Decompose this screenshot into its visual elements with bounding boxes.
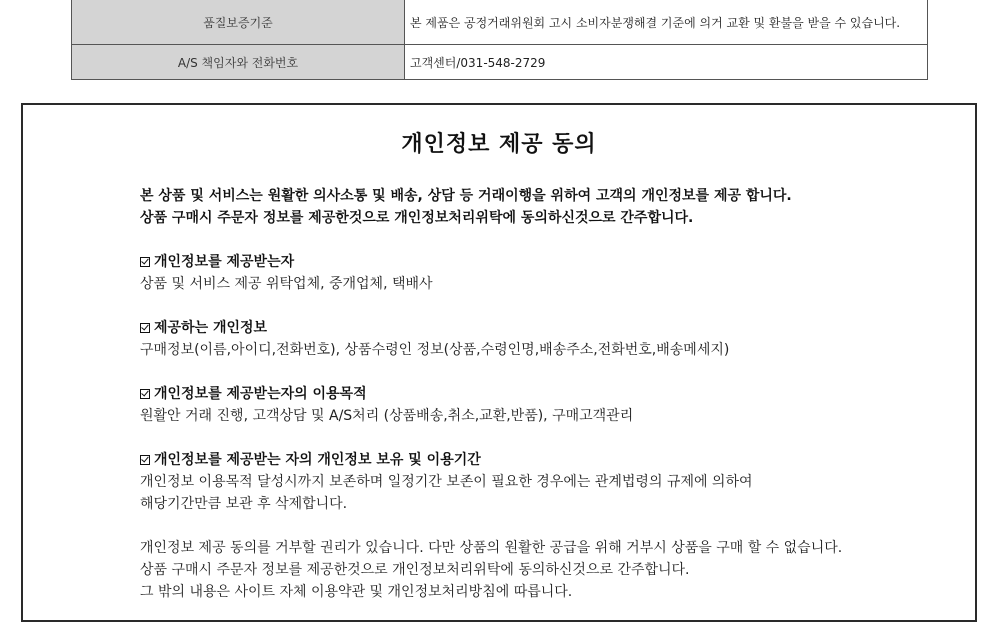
section-heading: [140, 251, 960, 273]
section-body-line: 상품 및 서비스 제공 위탁업체, 중개업체, 택배사: [140, 276, 433, 292]
footer-line: 그 밖의 내용은 사이트 자체 이용약관 및 개인정보처리방침에 따릅니다.: [140, 584, 573, 600]
section-body-line: 개인정보 이용목적 달성시까지 보존하며 일정기간 보존이 필요한 경우에는 관계법령의 규제에 의하여: [140, 474, 753, 490]
product-info-table: [71, 0, 928, 80]
section-heading-text: 개인정보를 제공받는자: [154, 254, 295, 270]
consent-title: 개인정보 제공 동의: [401, 132, 597, 157]
section-heading-text: 제공하는 개인정보: [154, 320, 268, 336]
intro-line: 본 상품 및 서비스는 원활한 의사소통 및 배송, 상담 등 거래이행을 위하여 고객의 개인정보를 제공 합니다.: [140, 188, 792, 204]
consent-footer: [140, 537, 960, 603]
section-body-line: 해당기간만큼 보관 후 삭제합니다.: [140, 496, 348, 512]
section-recipient: [140, 251, 960, 295]
section-body-line: 원활안 거래 진행, 고객상담 및 A/S처리 (상품배송,취소,교환,반품), 구매고객관리: [140, 408, 634, 424]
privacy-consent-box: [21, 103, 977, 622]
table-row: [72, 45, 928, 80]
quality-guarantee-label: 품질보증기준: [72, 0, 405, 45]
section-heading-text: 개인정보를 제공받는 자의 개인정보 보유 및 이용기간: [154, 452, 481, 468]
as-contact-value: 고객센터/031-548-2729: [405, 45, 928, 80]
checkbox-checked-icon: [140, 389, 150, 399]
consent-content: [140, 185, 960, 603]
section-heading: [140, 383, 960, 405]
checkbox-checked-icon: [140, 257, 150, 267]
checkbox-checked-icon: [140, 323, 150, 333]
section-heading-text: 개인정보를 제공받는자의 이용목적: [154, 386, 367, 402]
consent-intro: [140, 185, 960, 229]
as-contact-label: A/S 책임자와 전화번호: [72, 45, 405, 80]
quality-guarantee-value: 본 제품은 공정거래위원회 고시 소비자분쟁해결 기준에 의거 교환 및 환불을 받을 수 있습니다.: [405, 0, 928, 45]
footer-line: 상품 구매시 주문자 정보를 제공한것으로 개인정보처리위탁에 동의하신것으로 간주합니다.: [140, 562, 690, 578]
section-heading: [140, 449, 960, 471]
section-purpose: [140, 383, 960, 427]
checkbox-checked-icon: [140, 455, 150, 465]
section-retention: [140, 449, 960, 515]
intro-line: 상품 구매시 주문자 정보를 제공한것으로 개인정보처리위탁에 동의하신것으로 간주합니다.: [140, 210, 694, 226]
footer-line: 개인정보 제공 동의를 거부할 권리가 있습니다. 다만 상품의 원활한 공급을 위해 거부시 상품을 구매 할 수 없습니다.: [140, 540, 843, 556]
section-heading: [140, 317, 960, 339]
section-provided-info: [140, 317, 960, 361]
table-row: [72, 0, 928, 45]
section-body-line: 구매정보(이름,아이디,전화번호), 상품수령인 정보(상품,수령인명,배송주소,전화번호,배송메세지): [140, 342, 730, 358]
